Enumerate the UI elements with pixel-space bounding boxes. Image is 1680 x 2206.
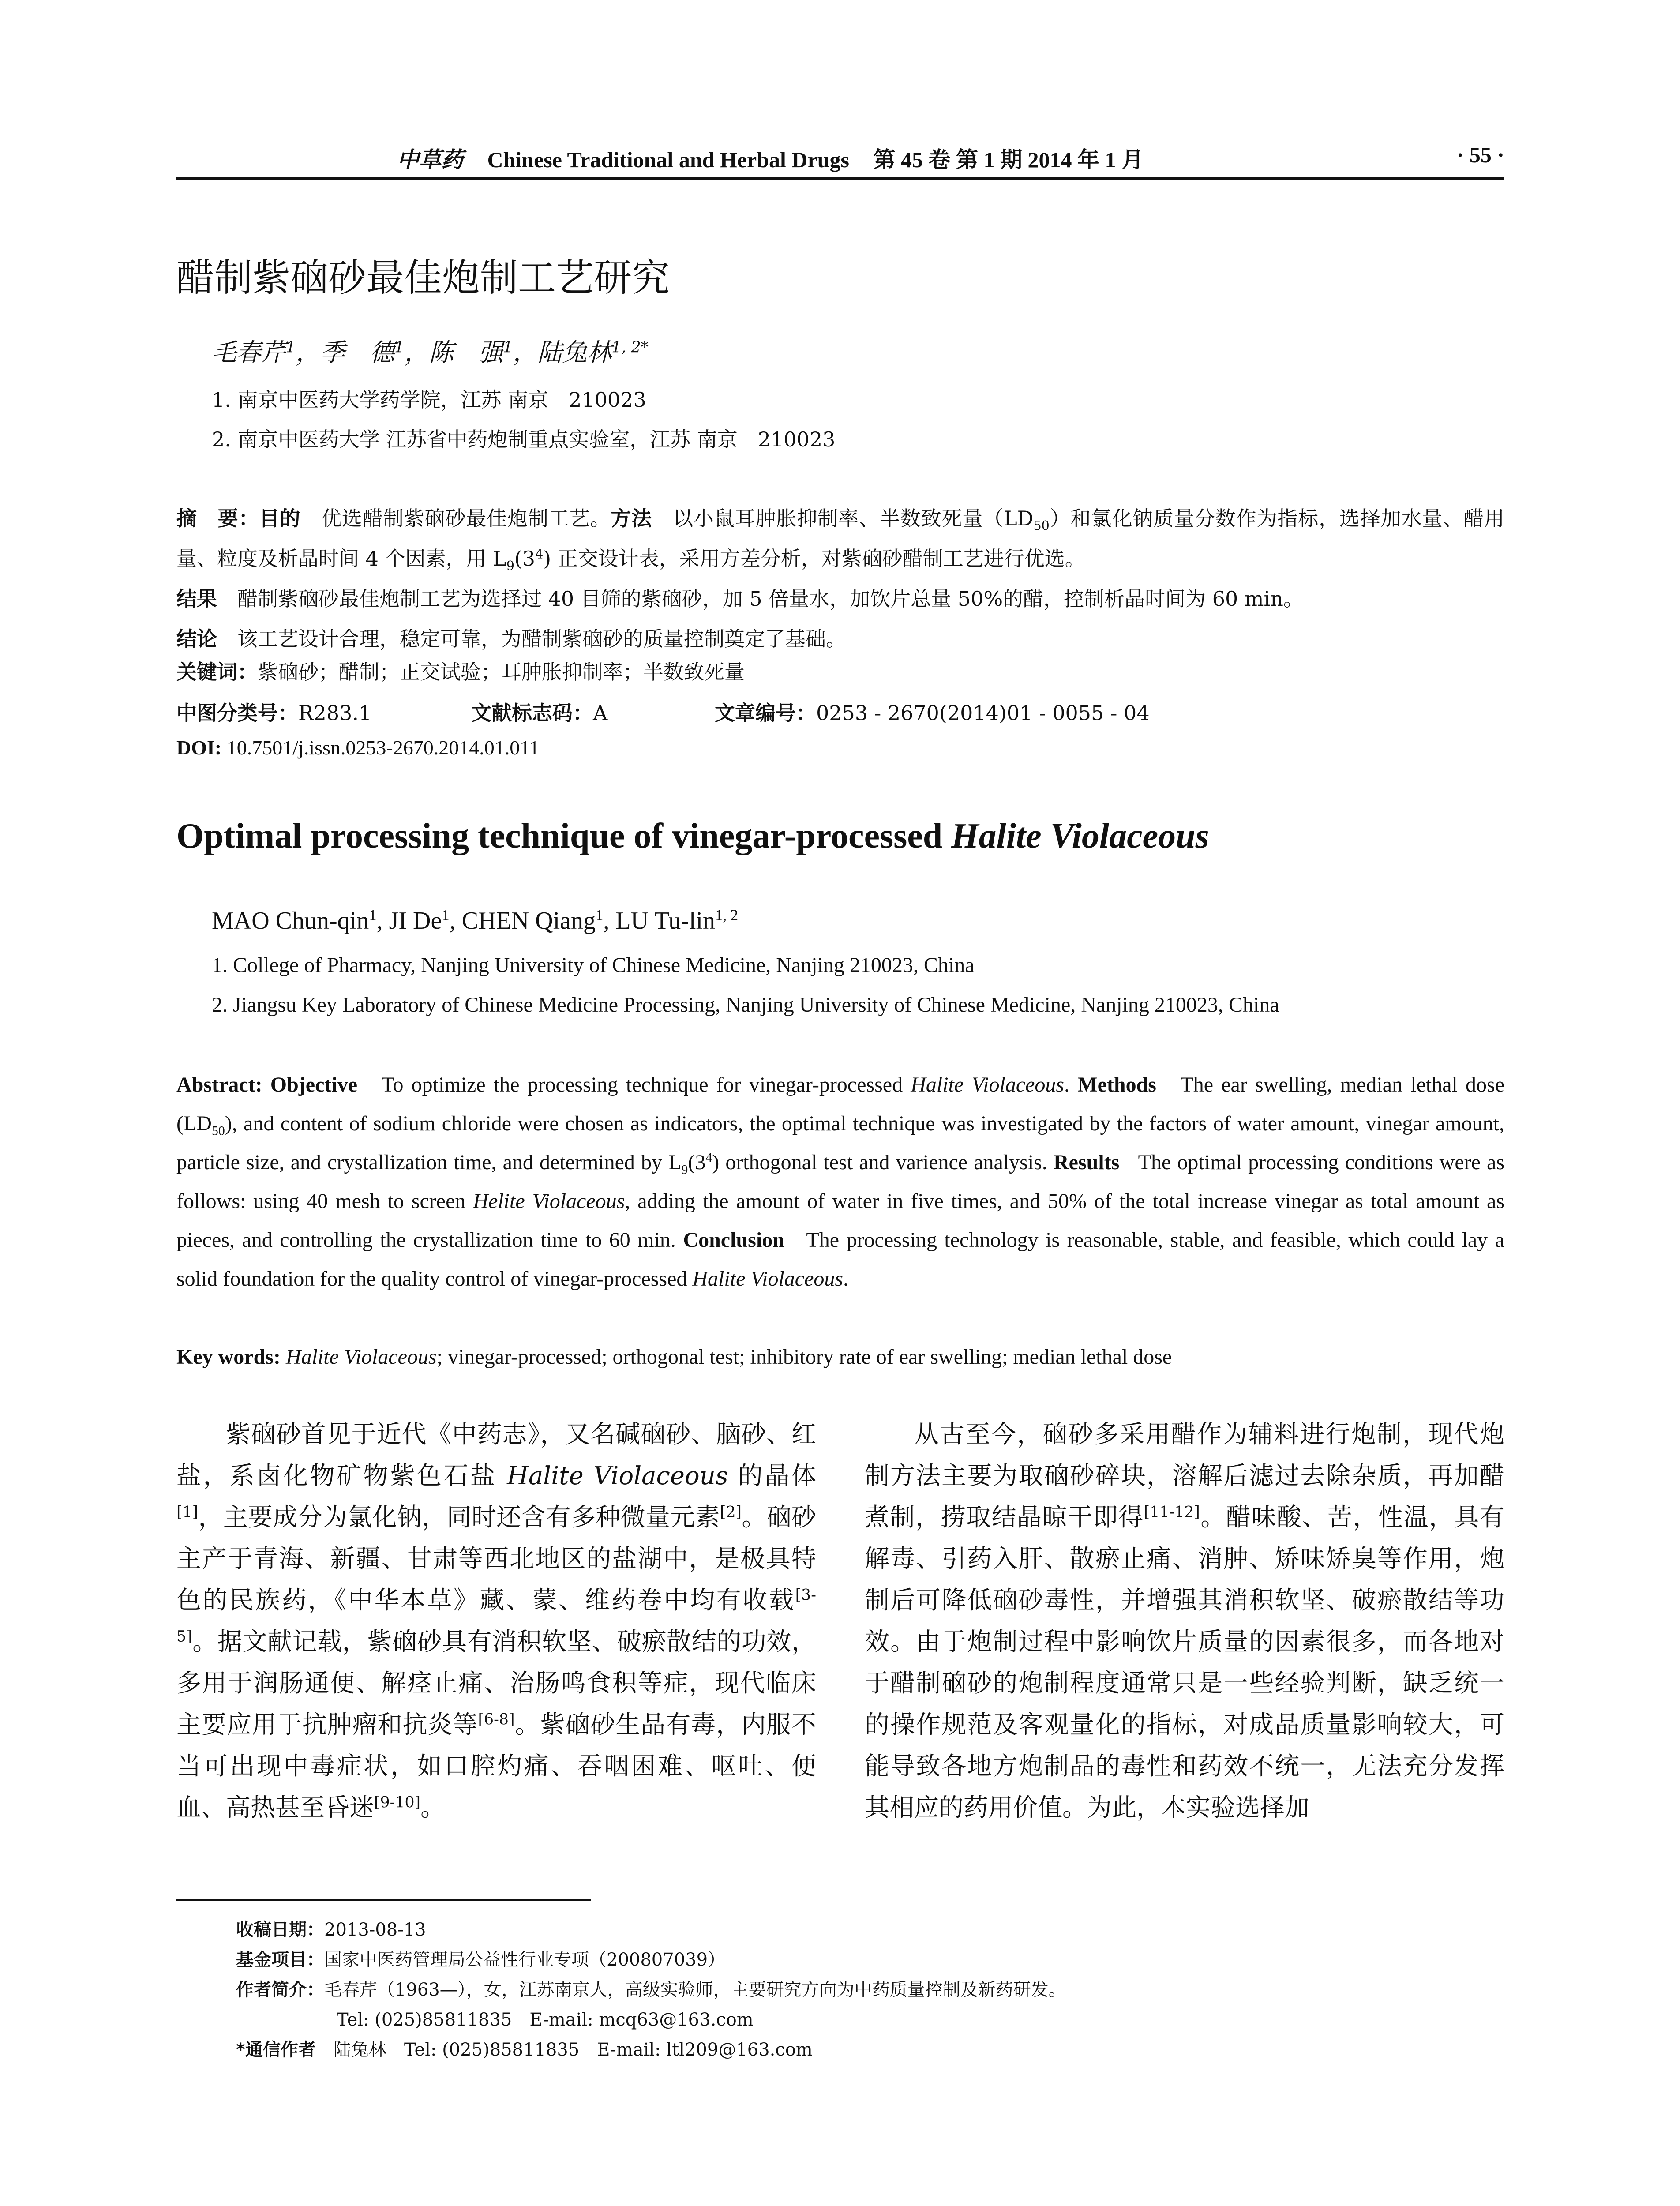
en-author-sep: , <box>376 907 389 934</box>
cn-article-value: 0253 - 2670(2014)01 - 0055 - 04 <box>816 701 1150 725</box>
page-number: · 55 · <box>1456 143 1504 167</box>
en-results-text: , adding the amount of water in five times, and 50% of the total increase vinegar as total amount as pieces, and controlling the crystallization time to 60 min. <box>176 1189 1505 1252</box>
cn-methods-text: (3 <box>514 547 536 570</box>
en-methods-text: ), and content of sodium chloride were chosen as indicators, the optimal technique was investigated by the factors of water amount, vinegar amount, particle size, and crystallization time, and determined by L <box>176 1112 1504 1174</box>
body-column-left <box>176 1414 816 1829</box>
en-methods-sup: 4 <box>705 1150 712 1165</box>
en-methods-label: Methods <box>1077 1073 1156 1096</box>
body-text: 紫硇砂首见于近代《中药志》，又名碱硇砂、脑砂、红盐，系卤化物矿物紫色石盐 <box>176 1420 816 1490</box>
footnote-received <box>236 1915 1066 1945</box>
cn-conclusion-text: 该工艺设计合理，稳定可靠，为醋制紫硇砂的质量控制奠定了基础。 <box>237 627 846 651</box>
cn-objective-text: 优选醋制紫硇砂最佳炮制工艺。 <box>321 506 611 530</box>
en-results-italic: Helite Violaceous <box>473 1189 625 1213</box>
citation-ref: [6-8] <box>478 1711 515 1729</box>
cn-affiliation: 2. 南京中医药大学 江苏省中药炮制重点实验室，江苏 南京 210023 <box>212 428 836 451</box>
cn-class-number <box>176 697 371 726</box>
cn-authors <box>212 333 649 368</box>
footnote-label: *通信作者 <box>236 2040 316 2060</box>
en-affiliation: 1. College of Pharmacy, Nanjing University of Chinese Medicine, Nanjing 210023, China <box>212 953 975 977</box>
en-keywords <box>176 1345 1172 1369</box>
cn-results-text: 醋制紫硇砂最佳炮制工艺为选择过 40 目筛的紫硇砂，加 5 倍量水，加饮片总量 50%的醋，控制析晶时间为 60 min。 <box>237 587 1304 611</box>
cn-affiliation: 1. 南京中医药大学药学院，江苏 南京 210023 <box>212 388 646 412</box>
cn-author: 陈 强 <box>429 338 503 367</box>
cn-class-value: R283.1 <box>298 701 372 725</box>
citation-ref: [3-5] <box>176 1586 816 1646</box>
cn-article-number <box>715 697 1150 726</box>
cn-methods-sub: 50 <box>1033 518 1050 533</box>
en-objective-text: To optimize the processing technique for vinegar-processed <box>381 1073 911 1096</box>
footnote-value: 2013-08-13 <box>324 1920 426 1940</box>
doi-value: 10.7501/j.issn.0253-2670.2014.01.011 <box>221 736 540 759</box>
en-author: JI De <box>389 907 442 934</box>
body-italic: Halite Violaceous <box>507 1462 728 1490</box>
journal-name: Chinese Traditional and Herbal Drugs <box>487 147 849 172</box>
doi <box>176 736 540 759</box>
en-keywords-label: Key words: <box>176 1345 281 1369</box>
body-text: 。据文献记载，紫硇砂具有消积软坚、破瘀散结的功效，多用于润肠通便、解痉止痛、治肠鸣食积等症，现代临床主要应用于抗肿瘤和抗炎等 <box>176 1628 816 1739</box>
header-center <box>397 142 1144 174</box>
cn-doccode-label: 文献标志码： <box>471 701 593 725</box>
cn-methods-text: 以小鼠耳肿胀抑制率、半数致死量（LD <box>673 506 1034 530</box>
footnote-label: 收稿日期： <box>236 1920 324 1940</box>
footnote-fund <box>236 1945 1066 1975</box>
cn-title: 醋制紫硇砂最佳炮制工艺研究 <box>176 256 670 300</box>
running-header <box>176 142 1504 177</box>
footnotes <box>236 1915 1066 2065</box>
header-rule <box>176 177 1504 180</box>
cn-author: 季 德 <box>320 338 395 367</box>
en-keywords-text: ; vinegar-processed; orthogonal test; inhibitory rate of ear swelling; median lethal dose <box>436 1345 1172 1369</box>
journal-issue: 第 45 卷 第 1 期 2014 年 1 月 <box>873 147 1144 172</box>
citation-ref: [2] <box>720 1503 742 1521</box>
cn-article-label: 文章编号： <box>715 701 816 725</box>
body-paragraph <box>865 1414 1504 1829</box>
en-conclusion-text: . <box>843 1267 849 1291</box>
cn-results-label: 结果 <box>176 587 217 611</box>
en-author-sup: 1 <box>369 906 377 924</box>
en-methods-text: (3 <box>688 1151 706 1174</box>
body-text: 的晶体 <box>728 1462 816 1490</box>
cn-conclusion-label: 结论 <box>176 627 217 651</box>
en-methods-text: ) orthogonal test and varience analysis. <box>712 1151 1054 1174</box>
cn-doccode-value: A <box>593 701 608 725</box>
citation-ref: [1] <box>176 1503 199 1521</box>
en-author: LU Tu-lin <box>615 907 715 934</box>
body-text: 。紫硇砂生品有毒，内服不当可出现中毒症状，如口腔灼痛、吞咽困难、呕吐、便血、高热甚至昏迷 <box>176 1711 817 1822</box>
cn-methods-text: ）和氯化钠质量分数作为指标，选择加水量、醋用量、粒度及析晶时间 4 个因素，用 L <box>176 506 1505 570</box>
cn-abstract-label: 摘 要： <box>176 506 259 530</box>
cn-author-sep: ， <box>513 338 538 367</box>
cn-abstract <box>176 499 1504 659</box>
en-title-text: Optimal processing technique of vinegar-processed <box>176 817 952 855</box>
en-author-sep: , <box>603 907 616 934</box>
footnote-label: 基金项目： <box>236 1950 324 1970</box>
en-author-sup: 1, 2 <box>715 906 739 924</box>
en-results-text: The optimal processing conditions were as follows: using 40 mesh to screen <box>176 1151 1505 1213</box>
cn-author: 陆兔林 <box>537 338 612 367</box>
cn-methods-text: ) 正交设计表，采用方差分析，对紫硇砂醋制工艺进行优选。 <box>543 547 1085 570</box>
cn-keywords <box>176 656 745 685</box>
en-abstract <box>176 1065 1504 1298</box>
footnote-bio <box>236 1975 1066 2005</box>
doi-label: DOI: <box>176 736 222 759</box>
en-conclusion-label: Conclusion <box>683 1228 784 1252</box>
body-text: ，主要成分为氯化钠，同时还含有多种微量元素 <box>198 1503 720 1532</box>
cn-author-sep: ， <box>404 338 429 367</box>
body-paragraph <box>176 1414 816 1829</box>
en-author-sup: 1 <box>442 906 450 924</box>
en-methods-sub: 9 <box>681 1162 688 1177</box>
journal-brand: 中草药 <box>397 147 463 172</box>
en-keywords-italic: Halite Violaceous <box>285 1345 437 1369</box>
cn-author-sep: ， <box>296 338 321 367</box>
en-author-sep: , <box>449 907 462 934</box>
footnote-bio-contact: Tel: (025)85811835 E-mail: mcq63@163.com <box>337 2010 754 2030</box>
footnote-value: 陆兔林 Tel: (025)85811835 E-mail: ltl209@163.com <box>315 2040 813 2060</box>
body-text: 。 <box>420 1793 446 1822</box>
cn-keywords-label: 关键词： <box>176 660 258 684</box>
cn-author: 毛春芹 <box>212 338 286 367</box>
en-authors <box>212 907 738 935</box>
en-affiliation: 2. Jiangsu Key Laboratory of Chinese Medicine Processing, Nanjing University of Chinese Medicine, Nanjing 210023, China <box>212 993 1279 1017</box>
en-methods-text: The ear swelling, median lethal dose (LD <box>176 1073 1504 1135</box>
footnote-rule <box>176 1899 591 1901</box>
body-text: 。醋味酸、苦，性温，具有解毒、引药入肝、散瘀止痛、消肿、矫味矫臭等作用，炮制后可降低硇砂毒性，并增强其消积软坚、破瘀散结等功效。由于炮制过程中影响饮片质量的因素很多，而各地对于醋制硇砂的炮制程度通常只是一些经验判断，缺乏统一的操作规范及客观量化的指标，对成品质量影响较大，可能导致各地方炮制品的毒性和药效不统一，无法充分发挥其相应的药用价值。为此，本实验选择加 <box>865 1503 1505 1822</box>
en-objective-italic: Halite Violaceous <box>911 1073 1065 1096</box>
body-text: 从古至今，硇砂多采用醋作为辅料进行炮制，现代炮制方法主要为取硇砂碎块，溶解后滤过去除杂质，再加醋煮制，捞取结晶晾干即得 <box>865 1420 1504 1532</box>
en-methods-sub: 50 <box>211 1123 225 1138</box>
cn-objective-label: 目的 <box>259 506 301 530</box>
citation-ref: [9-10] <box>374 1793 421 1812</box>
en-title <box>176 816 1209 856</box>
cn-keywords-text: 紫硇砂；醋制；正交试验；耳肿胀抑制率；半数致死量 <box>258 660 745 684</box>
en-author: CHEN Qiang <box>461 907 596 934</box>
cn-author-sup: 1 <box>503 338 513 356</box>
en-objective-text: . <box>1064 1073 1078 1096</box>
footnote-value: 国家中医药管理局公益性行业专项（200807039） <box>324 1950 726 1970</box>
citation-ref: [11-12] <box>1144 1503 1200 1521</box>
cn-methods-sub: 9 <box>506 559 514 574</box>
cn-class-label: 中图分类号： <box>176 701 298 725</box>
footnote-value: 毛春芹（1963—），女，江苏南京人，高级实验师，主要研究方向为中药质量控制及新药研发。 <box>324 1980 1066 2000</box>
en-conclusion-italic: Halite Violaceous <box>692 1267 844 1291</box>
en-author: MAO Chun-qin <box>212 907 369 934</box>
cn-methods-sup: 4 <box>535 547 544 562</box>
en-results-label: Results <box>1053 1151 1120 1174</box>
en-abstract-label: Abstract: Objective <box>176 1073 358 1096</box>
cn-doc-code <box>471 697 608 726</box>
en-conclusion-text: The processing technology is reasonable, stable, and feasible, which could lay a solid foundation for the quality control of vinegar-processed <box>176 1228 1505 1291</box>
en-author-sup: 1 <box>596 906 604 924</box>
body-column-right <box>865 1414 1504 1829</box>
cn-methods-label: 方法 <box>611 506 652 530</box>
body-text: 。硇砂主产于青海、新疆、甘肃等西北地区的盐湖中，是极具特色的民族药，《中华本草》藏、蒙、维药卷中均有收载 <box>176 1503 817 1615</box>
en-title-italic: Halite Violaceous <box>951 817 1209 855</box>
cn-author-sup: 1 <box>286 338 296 356</box>
cn-author-sup: 1 <box>394 338 405 356</box>
footnote-label: 作者简介： <box>236 1980 324 2000</box>
footnote-correspondence <box>236 2035 1066 2065</box>
cn-author-sup: 1, 2* <box>611 338 649 356</box>
